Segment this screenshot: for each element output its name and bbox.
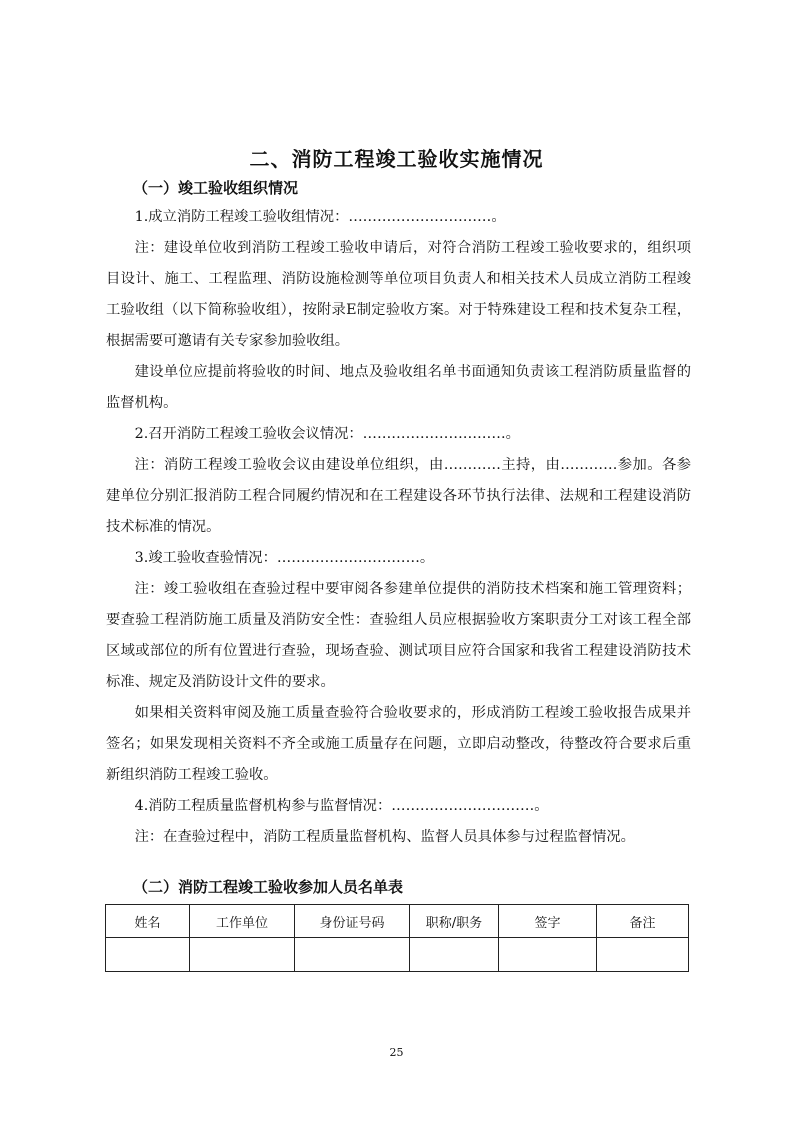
page-title: 二、消防工程竣工验收实施情况 [249, 147, 544, 171]
paragraph: 3.竣工验收查验情况：…………………………。 [134, 550, 435, 566]
table-cell [410, 938, 499, 972]
section-heading-personnel: （二）消防工程竣工验收参加人员名单表 [133, 878, 404, 896]
paragraph: 注：建设单位收到消防工程竣工验收申请后，对符合消防工程竣工验收要求的，组织项目设计、施工、工程监理、消防设施检测等单位项目负责人和相关技术人员成立消防工程竣工验收组（以下简称验收组），按附录E制定验收方案。对于特殊建设工程和技术复杂工程，根据需要可邀请有关专家参加验收组。 [106, 240, 691, 349]
paragraph: 4.消防工程质量监督机构参与监督情况：…………………………。 [134, 798, 549, 814]
page-number: 25 [389, 1046, 404, 1059]
paragraph: 建设单位应提前将验收的时间、地点及验收组名单书面通知负责该工程消防质量监督的监督机构。 [106, 364, 691, 411]
section-body [106, 202, 691, 853]
column-header-id-number: 身份证号码 [295, 905, 410, 938]
paragraph: 注：消防工程竣工验收会议由建设单位组织，由…………主持，由…………参加。各参建单位分别汇报消防工程合同履约情况和在工程建设各环节执行法律、法规和工程建设消防技术标准的情况。 [106, 457, 691, 535]
column-header-name: 姓名 [106, 905, 190, 938]
table-row [106, 938, 689, 972]
paragraph: 注：在查验过程中，消防工程质量监督机构、监督人员具体参与过程监督情况。 [134, 829, 635, 845]
table-cell [190, 938, 295, 972]
paragraph: 如果相关资料审阅及施工质量查验符合验收要求的，形成消防工程竣工验收报告成果并签名；如果发现相关资料不齐全或施工质量存在问题，立即启动整改，待整改符合要求后重新组织消防工程竣工验收。 [106, 705, 691, 783]
table-cell [597, 938, 689, 972]
table-header-row [106, 905, 689, 938]
paragraph: 2.召开消防工程竣工验收会议情况：…………………………。 [134, 426, 520, 442]
personnel-table [105, 904, 689, 972]
column-header-employer: 工作单位 [190, 905, 295, 938]
table-cell [106, 938, 190, 972]
paragraph: 1.成立消防工程竣工验收组情况：…………………………。 [134, 209, 506, 225]
column-header-signature: 签字 [499, 905, 597, 938]
column-header-title: 职称/职务 [410, 905, 499, 938]
table-cell [295, 938, 410, 972]
column-header-remarks: 备注 [597, 905, 689, 938]
section-heading-organization: （一）竣工验收组织情况 [133, 179, 299, 197]
paragraph: 注：竣工验收组在查验过程中要审阅各参建单位提供的消防技术档案和施工管理资料；要查验工程消防施工质量及消防安全性：查验组人员应根据验收方案职责分工对该工程全部区域或部位的所有位置进行查验，现场查验、测试项目应符合国家和我省工程建设消防技术标准、规定及消防设计文件的要求。 [106, 581, 691, 690]
personnel-table-wrapper [105, 904, 688, 972]
table-cell [499, 938, 597, 972]
